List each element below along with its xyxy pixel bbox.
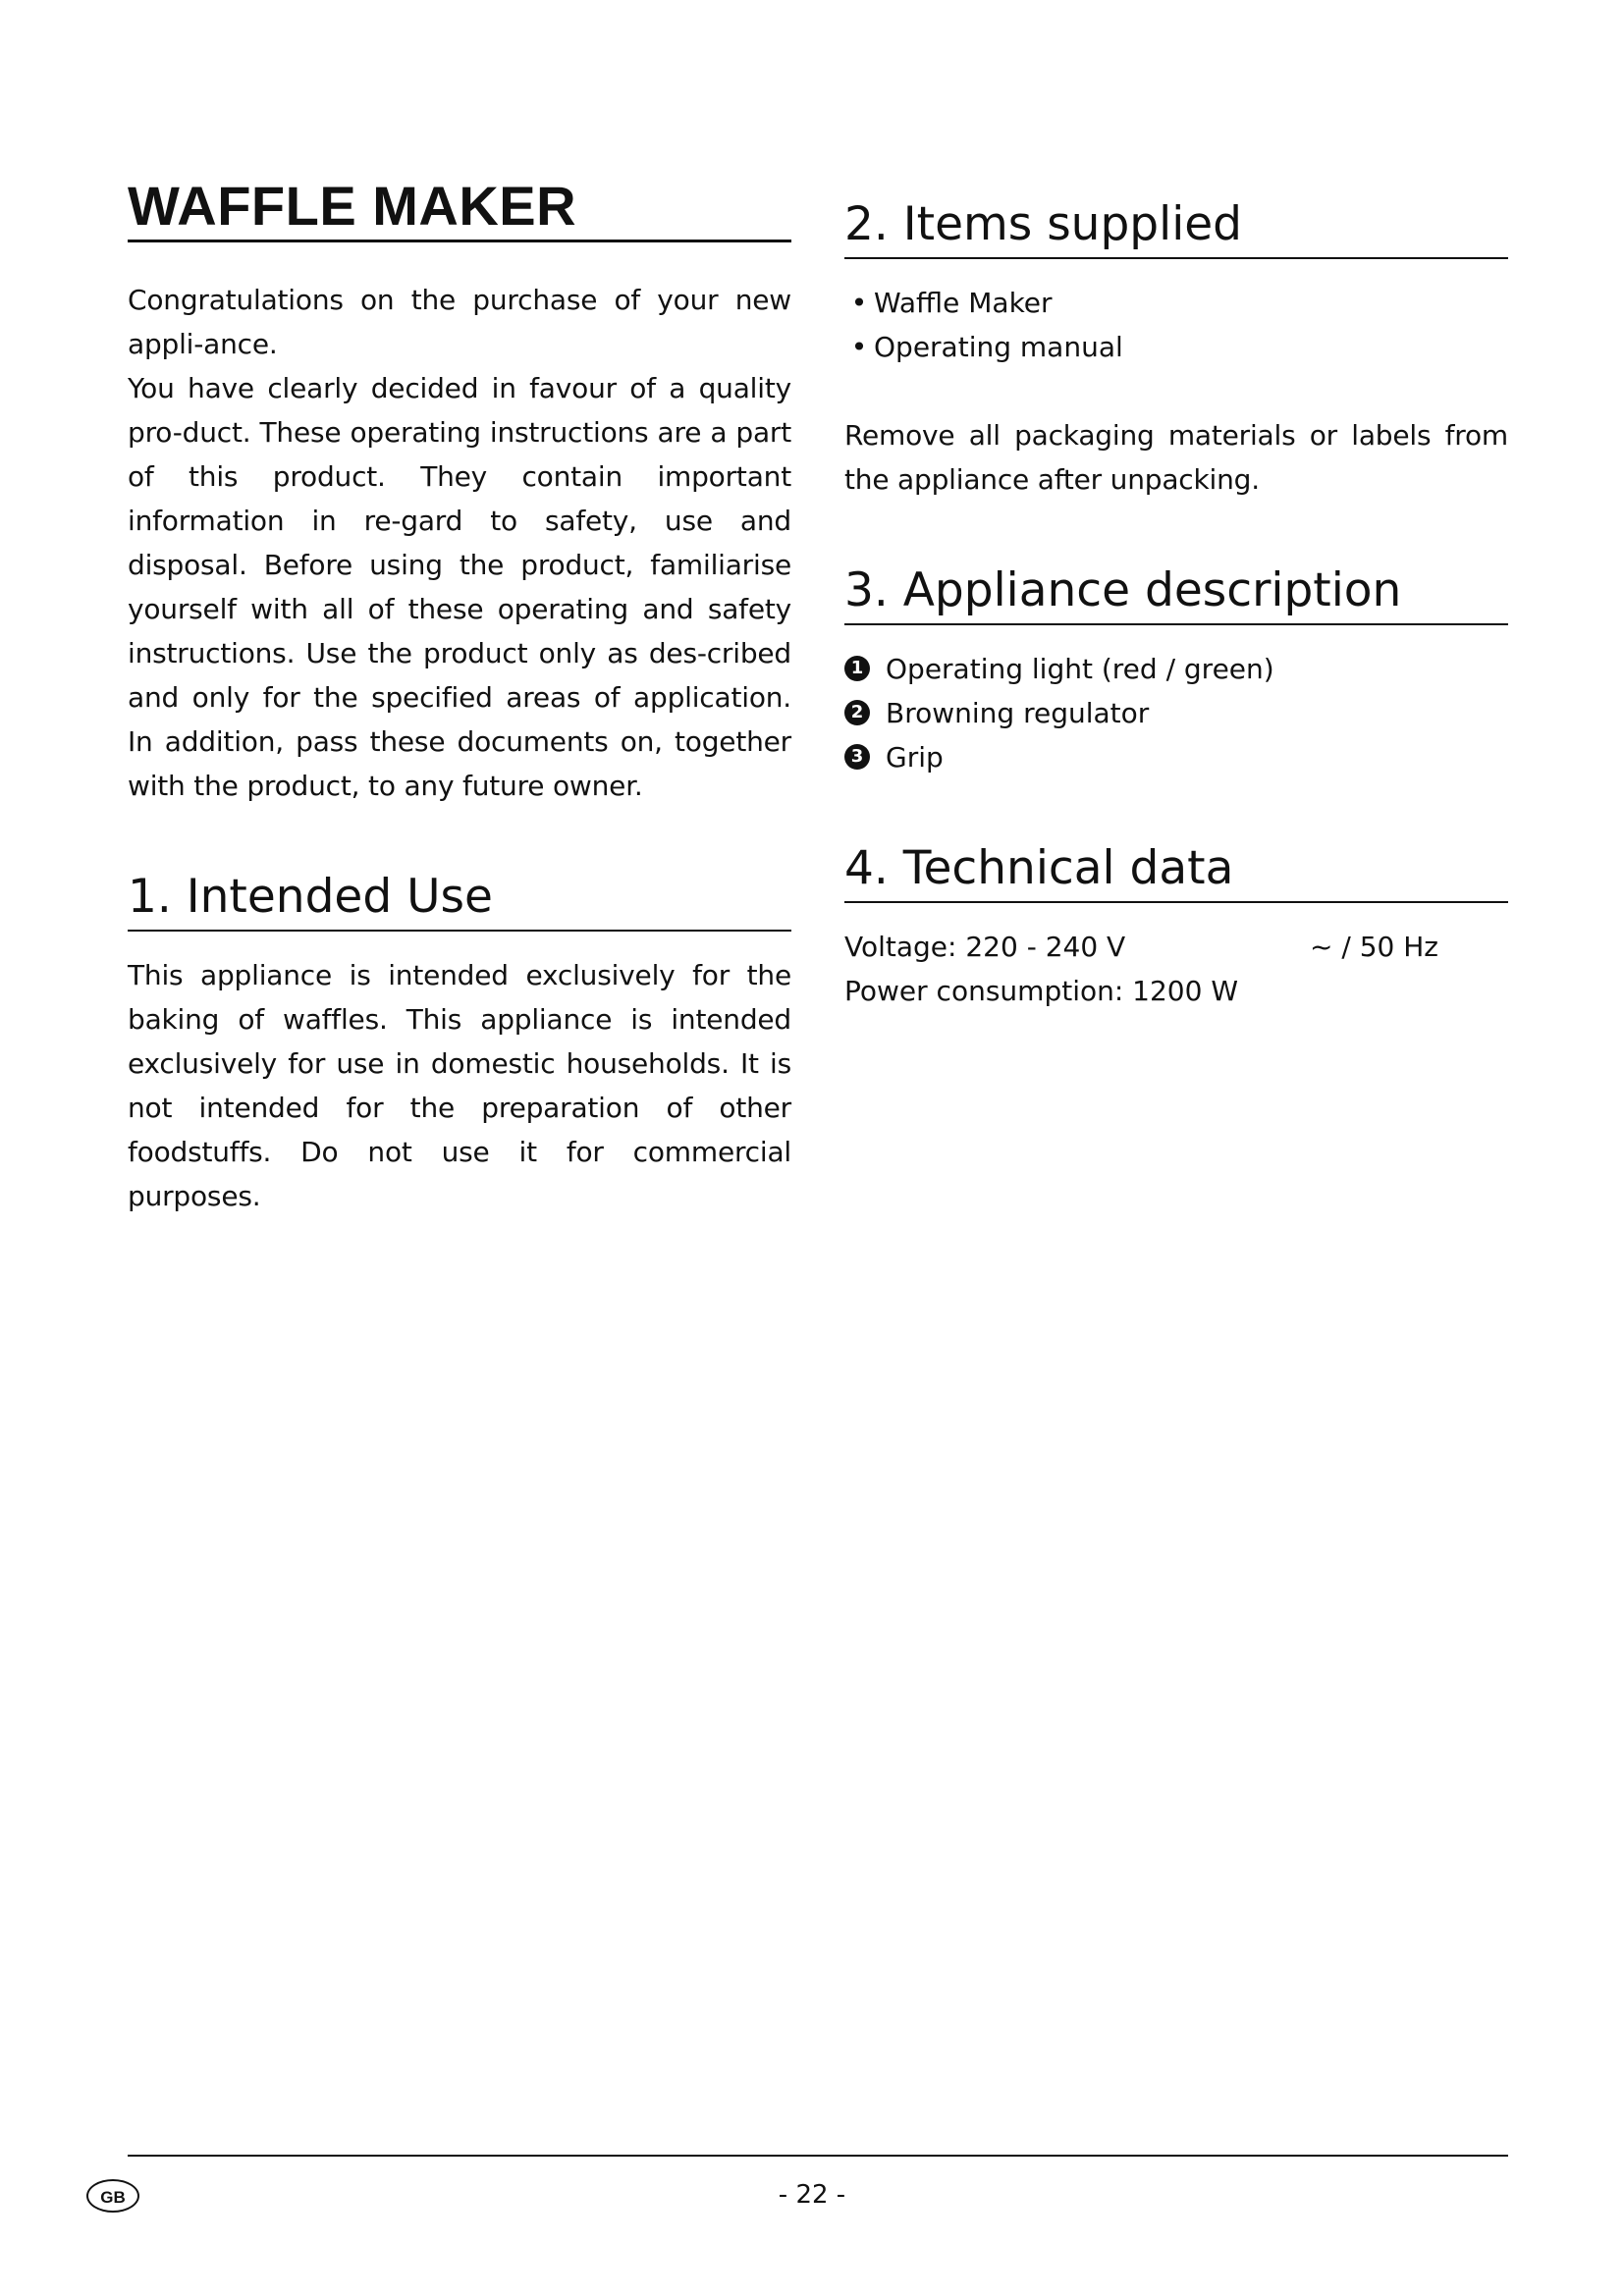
list-item-label: Grip	[886, 741, 944, 774]
frequency-value: ~ / 50 Hz	[1310, 931, 1438, 963]
list-item	[844, 647, 1508, 691]
list-item	[844, 735, 1508, 779]
technical-data-heading: 4. Technical data	[844, 840, 1508, 903]
intended-use-text: This appliance is intended exclusively for the baking of waffles. This appliance is intended exclusively for use in domestic households. It is not intended for the preparation of other foodstuffs. Do not use it for commercial purposes.	[128, 959, 791, 1212]
page-title: WAFFLE MAKER	[128, 177, 791, 242]
left-column	[128, 177, 791, 1218]
list-item	[844, 281, 1508, 325]
intended-use-heading: 1. Intended Use	[128, 869, 791, 932]
bullet-icon: •	[850, 331, 868, 363]
list-item-label: Operating light (red / green)	[886, 653, 1274, 685]
list-item	[844, 325, 1508, 369]
appliance-parts-list	[844, 647, 1508, 779]
unpacking-note: Remove all packaging materials or labels from the appliance after unpacking.	[844, 419, 1508, 496]
voltage-row	[844, 925, 1508, 969]
items-supplied-heading: 2. Items supplied	[844, 196, 1508, 259]
intro-paragraph-1: Congratulations on the purchase of your new appli-ance.	[128, 284, 791, 360]
list-item-label: Browning regulator	[886, 697, 1150, 729]
number-3-icon: 3	[844, 744, 870, 770]
intro-paragraph-2: You have clearly decided in favour of a quality pro-duct. These operating instructions are a part of this product. They contain important information in re-gard to safety, use and disposal. Before using the product, familiarise yourself with all of these operating and safety instructions. Use the product only as des-cribed and only for the specified areas of application. In addition, pass these documents on, together with the product, to any future owner.	[128, 372, 791, 802]
items-supplied-list	[844, 281, 1508, 369]
list-item-label: Waffle Maker	[874, 287, 1053, 319]
footer-divider	[128, 2155, 1508, 2157]
number-1-icon: 1	[844, 656, 870, 681]
power-row	[844, 969, 1508, 1013]
right-column	[844, 196, 1508, 1013]
appliance-description-heading: 3. Appliance description	[844, 562, 1508, 625]
voltage-value: Voltage: 220 - 240 V	[844, 931, 1126, 963]
list-item-label: Operating manual	[874, 331, 1123, 363]
country-code-badge: GB	[86, 2179, 139, 2213]
power-value: Power consumption: 1200 W	[844, 975, 1239, 1007]
number-2-icon: 2	[844, 700, 870, 725]
list-item	[844, 691, 1508, 735]
bullet-icon: •	[850, 287, 868, 319]
page-number: - 22 -	[778, 2180, 846, 2210]
